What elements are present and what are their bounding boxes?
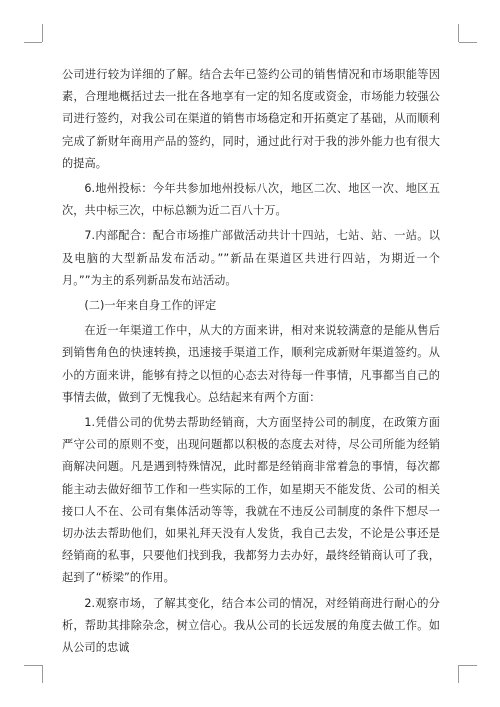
- crop-mark-bottom-left: [42, 665, 43, 683]
- crop-mark-top-right: [459, 42, 477, 43]
- paragraph-point-two: 2.观察市场，了解其变化，结合本公司的情况，对经销商进行耐心的分析，帮助其排除杂念，树立信心。我从公司的长远发展的角度去做工作。如从公司的忠诚: [62, 596, 440, 655]
- paragraph-regional-bidding: 6.地州投标：今年共参加地州投标八次，地区二次、地区一次、地区五次，共中标三次，中标总额为近二百八十万。: [62, 182, 440, 218]
- crop-mark-top-left: [24, 42, 42, 43]
- paragraph-self-evaluation: 在近一年渠道工作中，从大的方面来讲，相对来说较满意的是能从售后到销售角色的快速转换，迅速接手渠道工作，顺利完成新财年渠道签约。从小的方面来讲，能够有持之以恒的心态去对待每一件事情，凡事都当自己的事情去做，做到了无愧我心。总结起来有两个方面：: [62, 324, 440, 404]
- crop-mark-top-left: [42, 24, 43, 42]
- crop-mark-top-right: [458, 24, 459, 42]
- section-heading: (二)一年来自身工作的评定: [84, 299, 217, 313]
- document-body: [62, 64, 440, 662]
- crop-mark-bottom-right: [459, 665, 477, 666]
- paragraph-continuation: 公司进行较为详细的了解。结合去年已签约公司的销售情况和市场职能等因素，合理地概括过去一批在各地享有一定的知名度或资金，市场能力较强公司进行签约，对我公司在渠道的销售市场稳定和开拓奠定了基础，从而顺利完成了新财年商用产品的签约，同时，通过此行对于我的涉外能力也有很大的提高。: [62, 68, 440, 170]
- crop-mark-bottom-right: [458, 665, 459, 683]
- paragraph-point-one: 1.凭借公司的优势去帮助经销商，大方面坚持公司的制度，在政策方面严守公司的原则不变，出现问题都以积极的态度去对待，尽公司所能为经销商解决问题。凡是遇到特殊情况，此时都是经销商非常着急的事情，每次都能主动去做好细节工作和一些实际的工作，如星期天不能发货、公司的相关接口人不在、公司有集体活动等等，我就在不违反公司制度的条件下想尽一切办法去帮助他们，如果礼拜天没有人发货，我自己去发，不论是公事还是经销商的私事，只要他们找到我，我都努力去办好，最终经销商认可了我，起到了“桥梁”的作用。: [62, 416, 440, 585]
- crop-mark-bottom-left: [24, 665, 42, 666]
- paragraph-internal-cooperation: 7.内部配合：配合市场推广部做活动共计十四站，七站、站、一站。以及电脑的大型新品发布活动。””新品在渠道区共进行四站，为期近一个月。””为主的系列新品发布站活动。: [62, 229, 440, 287]
